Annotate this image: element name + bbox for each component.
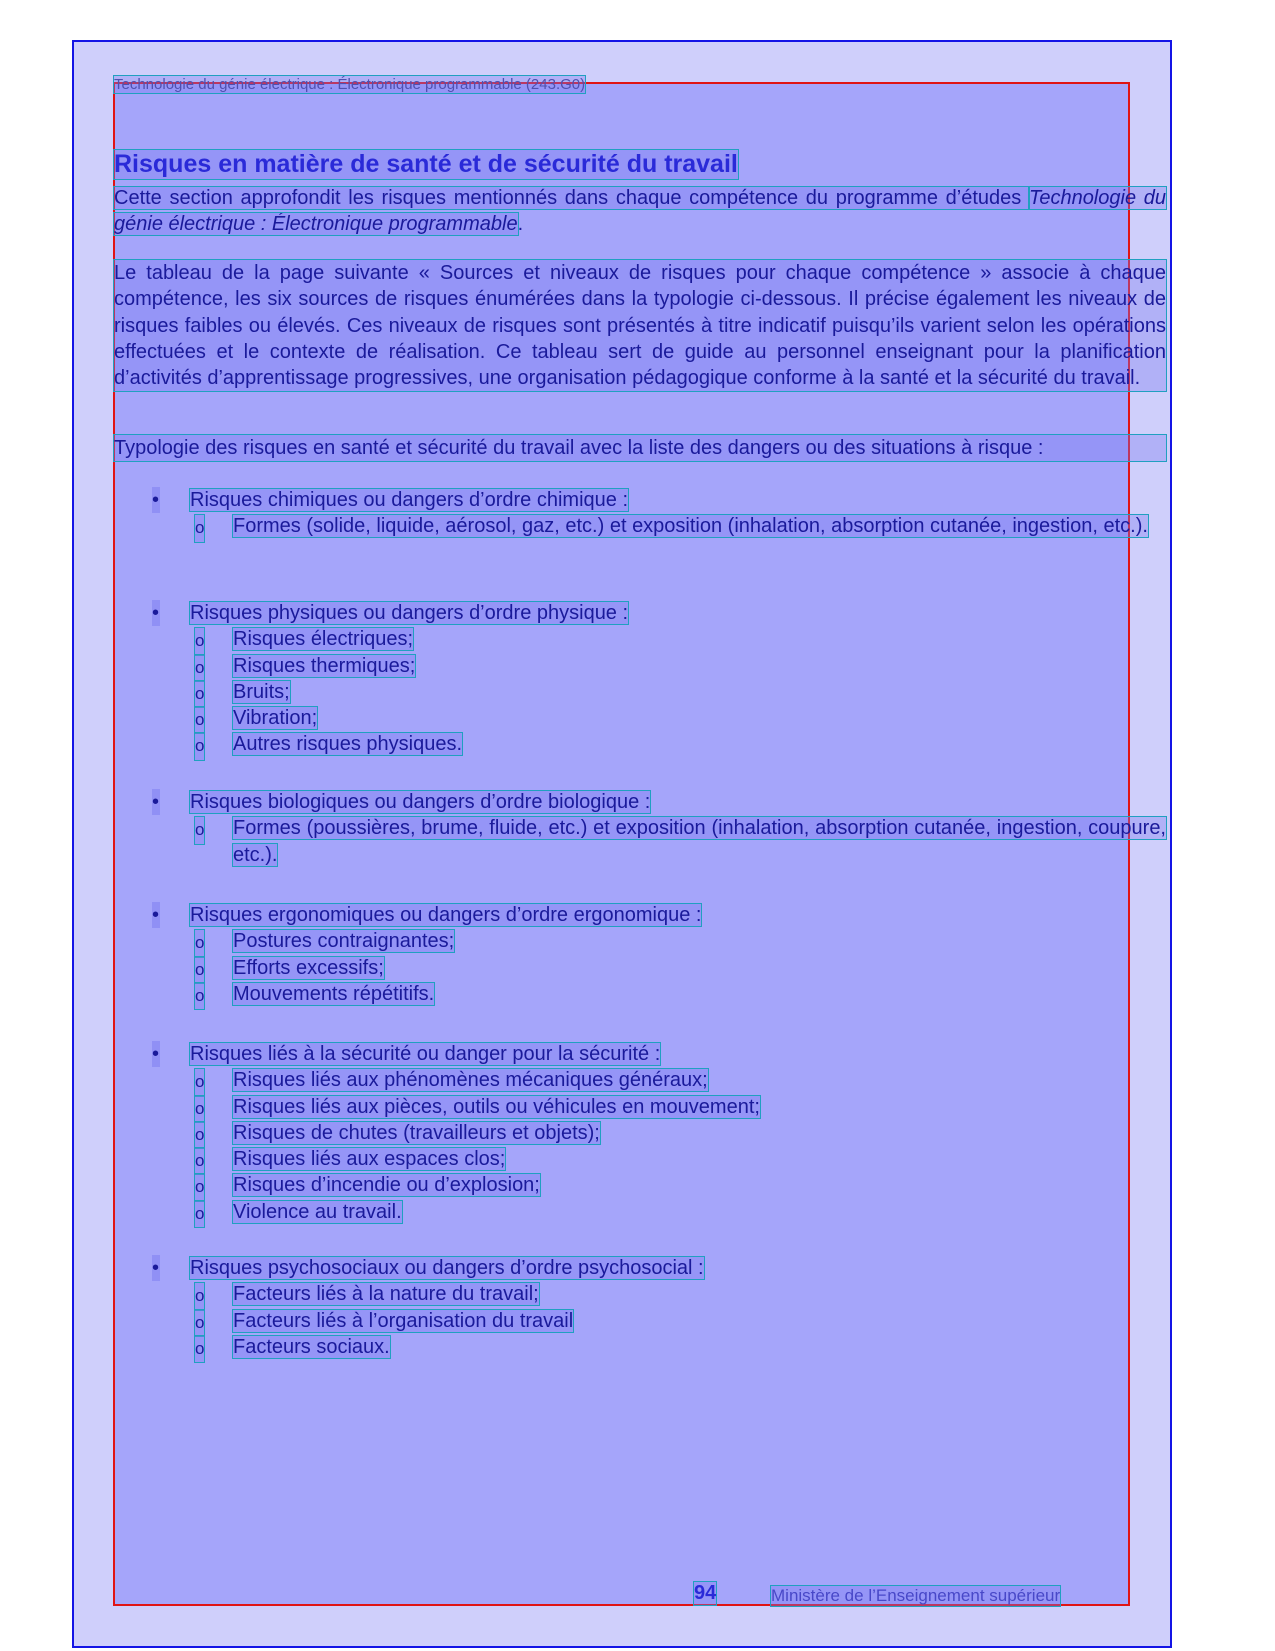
risk-category-label: Risques physiques ou dangers d’ordre physique : [190, 602, 629, 624]
risk-group-physical [152, 600, 1166, 758]
risk-category-label: Risques ergonomiques ou dangers d’ordre ergonomique : [190, 904, 702, 926]
list-item: o Facteurs sociaux. [233, 1334, 1166, 1360]
program-name: Technologie du génie électrique : Électronique programmable [114, 187, 1166, 236]
risk-category-label: Risques biologiques ou dangers d’ordre biologique : [190, 791, 651, 813]
risk-category [152, 902, 1166, 1007]
footer-organization: Ministère de l’Enseignement supérieur [771, 1586, 1061, 1605]
risk-sublist [190, 815, 1166, 868]
risk-category-label: Risques liés à la sécurité ou danger pour la sécurité : [190, 1043, 661, 1065]
risk-group-biological [152, 789, 1166, 868]
list-item: o Facteurs liés à la nature du travail; [233, 1281, 1166, 1307]
list-item: o Risques d’incendie ou d’explosion; [233, 1172, 1166, 1198]
intro-text: Cette section approfondit les risques mentionnés dans chaque compétence du programme d’études [114, 187, 1029, 209]
risk-sublist [190, 928, 1166, 1007]
list-item: o Autres risques physiques. [233, 731, 1166, 757]
list-item: o Postures contraignantes; [233, 928, 1166, 954]
risk-sublist [190, 1067, 1166, 1225]
risk-group-safety [152, 1041, 1166, 1225]
page-number: 94 [694, 1582, 717, 1604]
risk-sublist [190, 626, 1166, 757]
risk-group-psychosocial [152, 1255, 1166, 1360]
list-item: o Risques thermiques; [233, 653, 1166, 679]
list-item: o Facteurs liés à l’organisation du travail [233, 1308, 1166, 1334]
risk-category [152, 1255, 1166, 1360]
list-item: o Vibration; [233, 705, 1166, 731]
risk-category-label: Risques chimiques ou dangers d’ordre chimique : [190, 489, 629, 511]
list-item: o Formes (poussières, brume, fluide, etc.) et exposition (inhalation, absorption cutanée, ingestion, coupure, etc.). [195, 817, 1166, 866]
list-item: o Efforts excessifs; [233, 955, 1166, 981]
list-item: o Risques liés aux pièces, outils ou véhicules en mouvement; [233, 1094, 1166, 1120]
intro-period: . [517, 213, 524, 236]
list-item: o Risques liés aux phénomènes mécaniques généraux; [233, 1067, 1166, 1093]
list-item: o Risques de chutes (travailleurs et objets); [233, 1120, 1166, 1146]
list-item: o Bruits; [233, 679, 1166, 705]
risk-sublist [190, 1281, 1166, 1360]
running-header: Technologie du génie électrique : Électronique programmable (243.G0) [114, 76, 586, 93]
list-item: o Formes (solide, liquide, aérosol, gaz, etc.) et exposition (inhalation, absorption cutanée, ingestion, etc.). [233, 513, 1166, 539]
list-item: o Mouvements répétitifs. [233, 981, 1166, 1007]
section-title: Risques en matière de santé et de sécurité du travail [114, 150, 738, 178]
intro-paragraph-1 [114, 185, 1166, 238]
list-item: o Risques électriques; [233, 626, 1166, 652]
risk-category-label: Risques psychosociaux ou dangers d’ordre psychosocial : [190, 1257, 704, 1279]
risk-category [152, 789, 1166, 868]
risk-sublist [190, 513, 1166, 539]
risk-group-chemical [152, 487, 1166, 540]
risk-category [152, 487, 1166, 540]
intro-paragraph-2: Le tableau de la page suivante « Sources et niveaux de risques pour chaque compétence » associe à chaque compétence, les six sources de risques énumérées dans la typologie ci-dessous. Il précise également les niveaux de risques faibles ou élevés. Ces niveaux de risques sont présentés à titre indicatif puisqu’ils varient selon les opérations effectuées et le contexte de réalisation. Ce tableau sert de guide au personnel enseignant pour la planification d’activités d’apprentissage progressives, une organisation pédagogique conforme à la santé et la sécurité du travail. [114, 260, 1166, 391]
risk-category [152, 600, 1166, 758]
typology-intro: Typologie des risques en santé et sécurité du travail avec la liste des dangers ou des situations à risque : [114, 435, 1166, 461]
risk-group-ergonomic [152, 902, 1166, 1007]
list-item: o Violence au travail. [233, 1199, 1166, 1225]
list-item: o Risques liés aux espaces clos; [233, 1146, 1166, 1172]
risk-category [152, 1041, 1166, 1225]
